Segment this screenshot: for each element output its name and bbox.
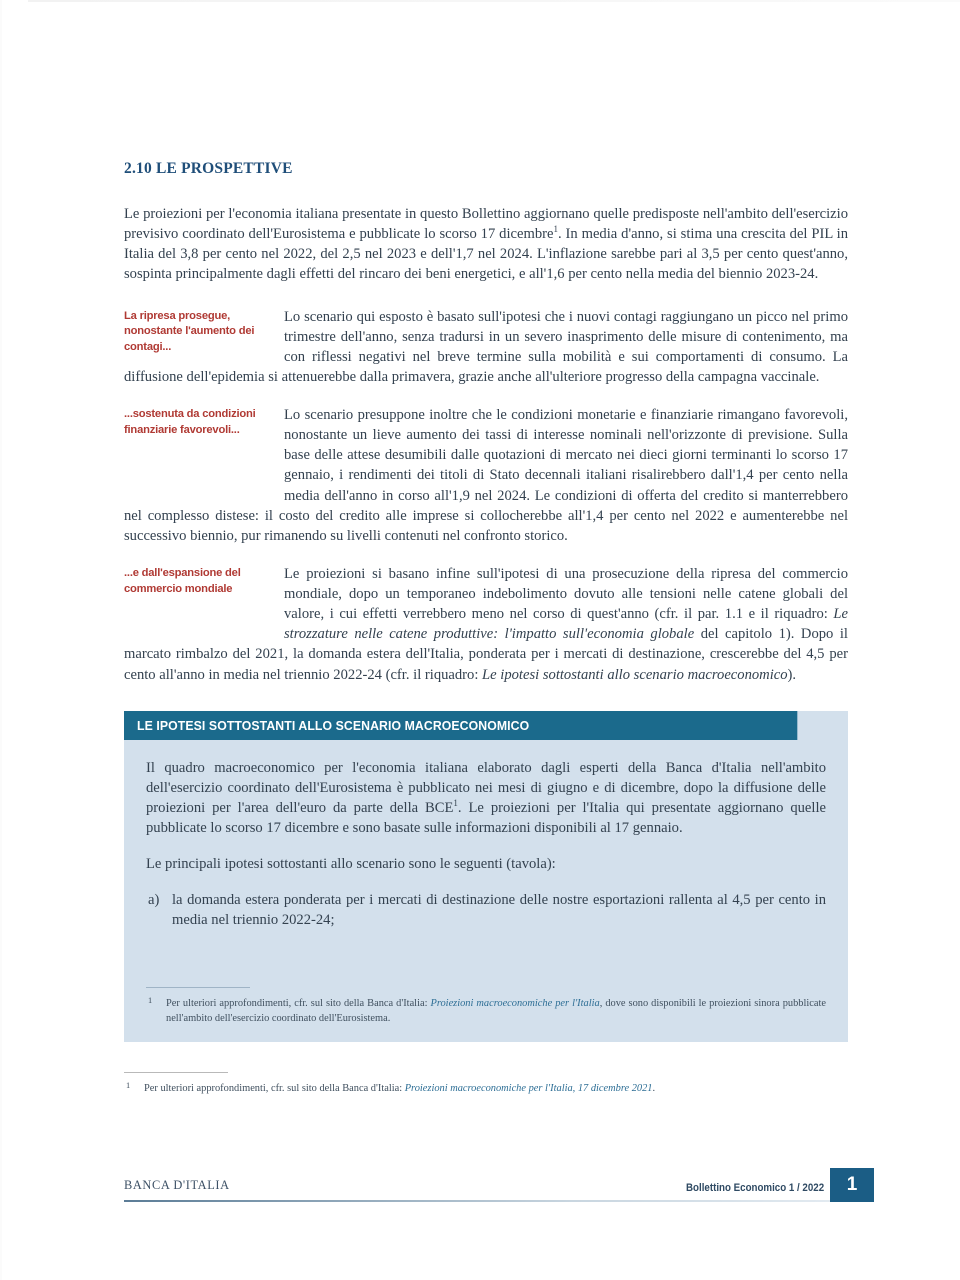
section-title: LE PROSPETTIVE bbox=[155, 160, 293, 177]
margin-note-ripresa: La ripresa prosegue, nonostante l'aumento dei contagi... bbox=[124, 309, 255, 354]
footer-rule bbox=[124, 1200, 872, 1202]
section-number: 2.10 bbox=[124, 160, 152, 177]
page-edge-top bbox=[28, 0, 960, 2]
box-paragraph-2: Le principali ipotesi sottostanti allo scenario sono le seguenti (tavola): bbox=[146, 856, 556, 873]
page-number-badge: 1 bbox=[830, 1168, 874, 1202]
paragraph-commercio-text-3: ). bbox=[787, 666, 797, 683]
footer-publication: Bollettino Economico 1 / 2022 bbox=[685, 1182, 824, 1194]
intro-paragraph bbox=[124, 204, 848, 285]
box-paragraph-1 bbox=[146, 758, 826, 839]
intro-text-part1: Le proiezioni per l'economia italiana presentate in questo Bollettino aggiornano quelle predisposte nell'ambito dell'esercizio previsivo coordinato dell'Eurosistema e pubblicate lo scorso 17 dicembre bbox=[124, 206, 848, 243]
reference-ipotesi: Le ipotesi sottostanti allo scenario macroeconomico bbox=[482, 666, 788, 683]
list-item-text: la domanda estera ponderata per i mercati di destinazione delle nostre esportazioni rallenta al 4,5 per cento in media nel triennio 2022-24; bbox=[172, 892, 826, 929]
box-assumption-list bbox=[146, 890, 826, 930]
page-edge-left bbox=[0, 0, 2, 1280]
box-footnote-number: 1 bbox=[148, 995, 153, 1005]
reference-strozzature: Le strozzature nelle catene produttive: l'impatto sull'economia globale bbox=[284, 606, 848, 643]
page-footnote-text-1: Per ulteriori approfondimenti, cfr. sul sito della Banca d'Italia: bbox=[144, 1082, 405, 1094]
paragraph-commercio-text-1: Le proiezioni si basano infine sull'ipotesi di una prosecuzione della ripresa del commercio mondiale, dopo un temporaneo indebolimento dovuto alle tensioni nelle catene globali del valore, i cui effetti verrebbero meno nel corso di quest'anno (cfr. il par. 1.1 e il riquadro: bbox=[284, 565, 848, 623]
box-footnote-text-2: , dove sono disponibili le proiezioni sinora pubblicate nell'ambito dell'esercizio coordinato dell'Eurosistema. bbox=[166, 997, 826, 1024]
page-footnote-area bbox=[124, 1072, 848, 1096]
box-paragraph-1-text-1: Il quadro macroeconomico per l'economia italiana elaborato dagli esperti della Banca d'Italia nell'ambito dell'esercizio coordinato dell'Eurosistema è pubblicato nei mesi di giugno e di dicembre, dopo la diffusione delle proiezioni per l'area dell'euro da parte della BCE bbox=[146, 759, 826, 816]
page-footer bbox=[124, 1174, 872, 1218]
list-item-marker: a) bbox=[148, 892, 160, 909]
page-footnote-text-2: . bbox=[652, 1082, 656, 1094]
page-footnote-number: 1 bbox=[126, 1080, 131, 1090]
box-header-title: LE IPOTESI SOTTOSTANTI ALLO SCENARIO MACROECONOMICO bbox=[124, 711, 797, 740]
paragraph-ripresa-text: Lo scenario qui esposto è basato sull'ipotesi che i nuovi contagi raggiungano un picco nel primo trimestre dell'anno, senza tradursi in un severo inasprimento delle misure di contenimento, ma con riflessi negativi nel breve termine sulla mobilità e sui comportamenti di consumo. La diffusione dell'epidemia si attenuerebbe dalla primavera, grazie anche all'ulteriore progresso della campagna vaccinale. bbox=[124, 308, 848, 385]
page-footnote-rule bbox=[124, 1072, 228, 1073]
noted-block-2 bbox=[124, 405, 848, 546]
page-footnote-link[interactable]: Proiezioni macroeconomiche per l'Italia, 17 dicembre 2021 bbox=[404, 1082, 653, 1094]
highlight-box bbox=[124, 711, 848, 1042]
box-paragraph-1-text-2: . Le proiezioni per l'Italia qui presentate aggiornano quelle pubblicate lo scorso 17 dicembre e sono basate sulle informazioni disponibili al 17 gennaio. bbox=[146, 799, 826, 836]
box-footnote-marker: 1 bbox=[453, 798, 458, 809]
footer-institution: BANCA D'ITALIA bbox=[124, 1178, 230, 1192]
page-content bbox=[124, 160, 848, 1096]
page-footnote bbox=[124, 1081, 848, 1096]
intro-footnote-marker: 1 bbox=[553, 224, 558, 235]
paragraph-commercio-text-2: del capitolo 1). Dopo il marcato rimbalzo del 2021, la domanda estera dell'Italia, ponderata per i mercati di destinazione, crescerebbe del 4,5 per cento all'anno in media nel triennio 2022-24 (cfr. il riquadro: bbox=[124, 626, 848, 683]
noted-block-3 bbox=[124, 564, 848, 685]
noted-block-1 bbox=[124, 307, 848, 388]
margin-note-condizioni: ...sostenuta da condizioni finanziarie favorevoli... bbox=[124, 408, 256, 436]
list-item bbox=[146, 890, 826, 930]
box-footnote-link[interactable]: Proiezioni macroeconomiche per l'Italia bbox=[430, 997, 600, 1009]
paragraph-condizioni-text: Lo scenario presuppone inoltre che le condizioni monetarie e finanziarie rimangano favorevoli, nonostante un lieve aumento dei tassi di interesse nominali nell'orizzonte di previsione. Sulla base delle attese desumibili dalle quotazioni di mercato nei dieci giorni terminanti lo scorso 17 gennaio, i rendimenti dei titoli di Stato decennali italiani risalirebbero dall'1,4 per cento nella media dell'anno in corso all'1,9 nel 2024. Le condizioni di offerta del credito si manterrebbero nel complesso distese: il costo del credito alle imprese si collocherebbe all'1,4 per cento nel 2022 e aumenterebbe nel successivo biennio, pur rimanendo su livelli contenuti nel confronto storico. bbox=[124, 407, 848, 544]
box-footnote-text-1: Per ulteriori approfondimenti, cfr. sul sito della Banca d'Italia: bbox=[166, 997, 431, 1009]
box-body bbox=[124, 740, 848, 947]
box-footnote bbox=[146, 996, 826, 1026]
box-footnote-rule bbox=[146, 987, 250, 988]
margin-note-commercio: ...e dall'espansione del commercio mondiale bbox=[124, 566, 241, 595]
intro-text-part2: . In media d'anno, si stima una crescita del PIL in Italia del 3,8 per cento nel 2022, del 2,5 nel 2023 e dell'1,7 nel 2024. L'inflazione sarebbe pari al 3,5 per cento quest'anno, sospinta principalmente dagli effetti del rincaro dei beni energetici, e all'1,6 per cento nella media del biennio 2023-24. bbox=[124, 226, 848, 283]
box-footnote-area bbox=[124, 987, 848, 1042]
section-heading bbox=[124, 160, 848, 178]
